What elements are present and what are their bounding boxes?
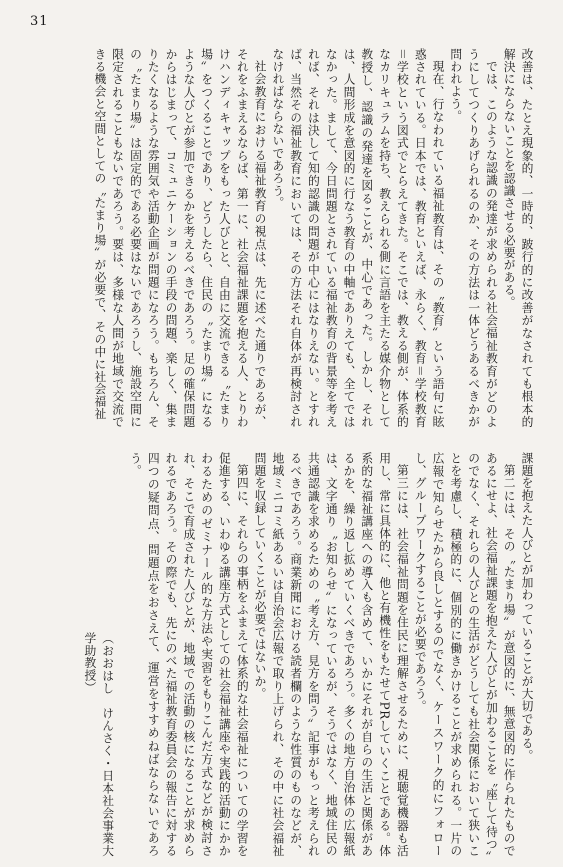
paragraph: 課題を抱えた人びとが加わっていることが大切である。 bbox=[520, 452, 534, 762]
article-text-bottom bbox=[25, 452, 535, 857]
paragraph: 改善は、たとえ現象的、一時的、跛行的に改善がなされても根本的解決にならないことを認識させる必要がある。 bbox=[502, 48, 534, 428]
paragraph: 第二には、その〝たまり場〟が意図的に、無意図的に作られたものであるにせよ、社会福祉課題を抱えた人びとが加わることを〝座して待つ〟のでなく、それらの人びとの生活がどうしても社会関係において狭いことを考慮し、積極的に、個別的に働きかけることが求められる。一片の広報で知らせたから良しとするのでなく、ケースワーク的にフォローし、グループワークすることが必要であろう。 bbox=[413, 452, 517, 857]
paragraph: 第三には、社会福祉問題を住民に理解させるために、視聴覚機器も活用し、常に具体的に、他と有機性をもたせてPRしていくことである。体系的な福祉講座への導入も含めて、いかにそれが自らの生活と関係があるかを、繰り返し拡めていくべきであろう。多くの地方自治体の広報紙は、文字通り〝お知らせ〟になっているが、そうではなく、地域住民の共通認識を求めるための〝考え方、見方を問う〟記事がもっと考えられるべきであろう。商業新聞における読者欄のような性質のものなどが、地域ミニコミ紙あるいは自治会広報で取り上げられ、その中に社会福祉問題を収録していくことが必要ではないか。 bbox=[253, 452, 410, 857]
paragraph: 社会教育における福祉教育の視点は、先に述べた通りであるが、それをふまえるならば、第一に、社会福祉課題を抱える人、とりわけハンディキャップをもった人びとと、自由に交流できる〝たまり場〟をつくることであり、どうしたら、住民の〝たまり場〟になるような人びとが参加できるかを考えるべきであろう。足の確保問題からはじまって、コミュニケーションの手段の問題、楽しく、集まりたくなるような雰囲気や活動企画が問題になろう。もちろん、その〝たまり場〟は固定的である必要はないであろうし、施設空間に限定されることもないであろう。要は、多様な人間が地域で交流できる機会と空間としての〝たまり場〟が必要で、その中に社会福祉 bbox=[92, 48, 268, 428]
page-number: 31 bbox=[30, 14, 49, 29]
article-text-top bbox=[25, 48, 535, 428]
paragraph: 現在、行なわれている福祉教育は、その〝教育〟という語句に眩惑されている。日本では、教育といえば、永らく、教育＝学校教育＝学校という図式でとらえてきた。そこでは、教える側が、体系的なカリキュラムを持ち、教えられる側に言語を主たる媒介物として教授し、認識の発達を図ることが、中心であった。しかし、それは、人間形成を意図的に行なう教育の中軸でありえても、全てではなかった。まして、今日問題とされている福祉教育の背景等を考えれば、それは決して知的認識の問題が中心にはなりえない。とすれば、当然その福祉教育においては、その方法それ自体が再検討されなければならないであろう。 bbox=[270, 48, 446, 428]
author-byline: （おおはし けんさく・日本社会事業大学助教授） bbox=[82, 632, 115, 857]
paragraph: 第四に、それらの事柄をふまえて体系的な社会福祉についての学習を促進する、いわゆる講座方式としての社会福祉講座や実践的活動にかかわるためのゼミナール的な方法や実習をもりこんだ方式などが検討され、そこで育成された人びとが、地域での活動の核になることが求められるであろう。その際でも、先にのべた福祉教育委員会の報告に対する四つの疑問点、問題点をおさえて、運営をすすめねばならないであろう。 bbox=[128, 452, 250, 857]
paragraph: では、このような認識の発達が求められる社会福祉教育がどのようにしてつくりあげられるのか、その方法は一体どうあるべきかが問われよう。 bbox=[448, 48, 499, 428]
